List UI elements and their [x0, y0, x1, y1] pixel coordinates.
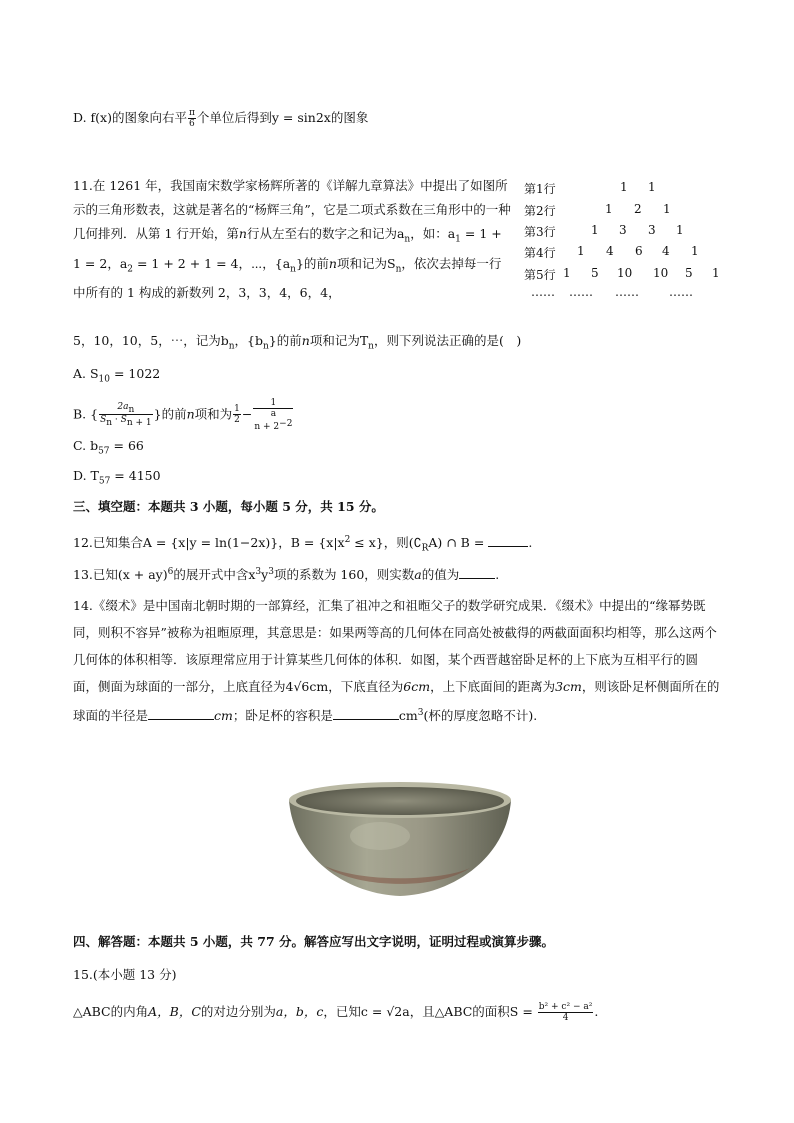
q13-sup6: 6 — [167, 567, 174, 577]
q14-volume-blank[interactable] — [333, 707, 399, 720]
q11-p6: }的前 — [295, 255, 329, 271]
q13-mid: 的展开式中含x — [173, 567, 256, 583]
tri-num: 4 — [662, 244, 670, 258]
q15-area-frac — [538, 1002, 594, 1023]
q11-l3c: }的前 — [268, 333, 302, 348]
q15-sides: a，b，c — [275, 1004, 324, 1019]
q12 — [73, 530, 532, 559]
q11-p8: ，依次去掉每一行中所有的 1 构成的新数列 2，3，3，4，6，4， — [73, 255, 502, 300]
q14-t1: 14.《缀术》是中国南北朝时期的一部算经，汇集了祖冲之和祖暅父子的数学研究成果．《缀术》中提出的“缘幂势既同，则积不容异”被称为祖暅原理，其意思是：如果两等高的几何体在同高处被截得的两截面面积均相等，那么这两个几何体的体积相等．该原理常应用于计算某些几何体的体积．如图，某个西晋越窑卧足杯的上下底为互相平行的圆面，侧面为球面的一部分，上底直径为4 — [73, 598, 717, 694]
var-n3: n — [301, 333, 310, 348]
frac-sub: n — [128, 404, 135, 415]
frac-den-s2: S — [120, 415, 127, 426]
row-label-2: 第2行 — [524, 204, 556, 218]
frac-num: 1 — [253, 398, 293, 409]
q11-p4: = 1 + 1 = 2，a — [73, 226, 502, 271]
option-d-text: D. f(x)的图象向右平 — [73, 110, 187, 125]
q15-pre: △ABC的内角 — [73, 1004, 149, 1019]
sub-n5: n — [263, 341, 269, 352]
q14-t4: ，上下底面间的距离为 — [430, 679, 556, 694]
row-label-5: 第5行 — [524, 268, 556, 282]
sub-n2: n — [290, 264, 296, 274]
q15-mid2: ，已知c = — [323, 1004, 387, 1019]
bowl-image — [285, 776, 515, 906]
q14-t3: 6cm — [403, 679, 431, 694]
tri-num: 1 — [563, 266, 571, 280]
q11-option-d — [73, 466, 161, 492]
sub-2: 2 — [127, 264, 134, 274]
opt-b-frac3 — [253, 398, 293, 432]
q14-t6: ，则该卧足杯侧面所在的球面的半径是 — [73, 679, 720, 724]
tri-dots: …… — [569, 285, 593, 299]
tri-num: 5 — [685, 266, 693, 280]
tri-dots: …… — [669, 285, 693, 299]
tri-num: 5 — [591, 266, 599, 280]
opt-c-sub: 57 — [98, 446, 110, 457]
tri-num: 1 — [605, 202, 613, 216]
tri-num: 2 — [634, 202, 642, 216]
tri-num: 10 — [617, 266, 633, 280]
frac-num: 1 — [234, 404, 240, 415]
q13-y: y — [261, 567, 269, 583]
q15-sqrt: √2 — [386, 1004, 403, 1019]
q14-t7: cm — [214, 708, 233, 724]
opt-b-post: 项和为 — [194, 406, 233, 422]
opt-d-val: = 4150 — [110, 468, 161, 483]
q11-p7: 项和记为S — [336, 255, 396, 271]
q11-p1: 11.在 1261 年，我国南宋数学家杨辉所著的《详解九章算法》中提出了如图所示的三角形数表，这就是著名的“杨辉三角”，它是二项式系数在三角形中的一种几何排列．从第 1 行开始，第 — [73, 178, 511, 241]
q11-p5: = 1 + 2 + 1 = 4，⋯，{a — [133, 255, 291, 271]
q14-t9: cm — [398, 708, 418, 724]
tri-num: 1 — [577, 244, 585, 258]
opt-b-pre: B. { — [73, 406, 99, 422]
q14-t5: 3cm — [555, 679, 582, 694]
frac-den: 2 — [234, 415, 240, 426]
frac-den-s1: S — [100, 415, 107, 426]
sub-n: n — [404, 234, 411, 245]
q14-sqrt: √6 — [293, 679, 310, 694]
q13-sup3b: 3 — [268, 567, 274, 577]
opt-b-frac2 — [233, 404, 241, 425]
pi-over-6 — [188, 108, 196, 129]
opt-a-sub: 10 — [98, 374, 110, 385]
q11-l3b: ，{b — [234, 333, 263, 348]
var-n: n — [238, 226, 247, 241]
q13-answer-blank[interactable] — [459, 566, 495, 579]
q11-option-c — [73, 436, 144, 462]
frac-den: a $_{n + 2}$−2 — [254, 409, 293, 432]
opt-c-label: C. b — [73, 438, 99, 453]
minus: − — [241, 406, 253, 422]
q13-post: 项的系数为 160，则实数 — [273, 567, 415, 583]
q13-dot: . — [495, 567, 500, 583]
frac-num — [99, 402, 153, 416]
sub-n3: n — [395, 264, 402, 274]
tri-dots: …… — [615, 285, 639, 299]
tri-num: 1 — [691, 244, 699, 258]
q14-sup3: 3 — [417, 708, 424, 718]
sub-n6: n — [368, 341, 374, 352]
opt-b-frac1 — [99, 402, 153, 429]
frac-den-a: a — [270, 409, 277, 419]
frac-sub2: n — [106, 418, 113, 429]
row-label-1: 第1行 — [524, 182, 556, 196]
tri-dots: …… — [531, 285, 555, 299]
frac-den: 6 — [189, 119, 195, 129]
opt-a-label: A. S — [73, 366, 99, 381]
frac-den: 4 — [562, 1013, 569, 1023]
frac-num-text: 2a — [117, 401, 129, 412]
q12-pre: 12.已知集合A = {x|y = ln(1−2x)}，B = {x|x — [73, 535, 345, 551]
q11-l3e: ，则下列说法正确的是( ) — [373, 333, 522, 348]
q15-mid3: ，且△ABC的面积S = — [409, 1004, 537, 1019]
q14 — [73, 592, 721, 729]
frac-num: π — [188, 108, 195, 118]
q11-p3: ，如：a — [410, 226, 456, 241]
tri-num: 1 — [620, 180, 628, 194]
q12-sup: 2 — [344, 535, 351, 545]
opt-b-mid: }的前 — [153, 406, 187, 422]
q11-option-a — [73, 364, 160, 390]
q13-sup3a: 3 — [255, 567, 262, 577]
opt-d-sub: 57 — [98, 476, 111, 487]
q15-mid: 的对边分别为 — [200, 1004, 276, 1019]
var-n4: n — [186, 406, 195, 422]
q14-t10: (杯的厚度忽略不计). — [423, 708, 538, 724]
section-3-heading: 三、填空题：本题共 3 小题，每小题 5 分，共 15 分。 — [73, 499, 384, 514]
q13-pre: 13.已知(x + ay) — [73, 567, 168, 583]
tri-num: 10 — [653, 266, 669, 280]
q14-t2: cm，下底直径为 — [309, 679, 404, 694]
q15-a: a — [402, 1004, 410, 1019]
opt-d-label: D. T — [73, 468, 99, 483]
tri-num: 1 — [591, 223, 599, 237]
tri-num: 1 — [712, 266, 720, 280]
q12-answer-blank[interactable] — [488, 534, 528, 547]
tri-num: 4 — [606, 244, 614, 258]
q11-p2: 行从左至右的数字之和记为a — [246, 226, 405, 241]
q12-sub: R — [421, 543, 429, 554]
q15-angles: A，B，C — [148, 1004, 201, 1019]
frac-num: b² + c² − a² — [538, 1002, 593, 1012]
frac-sub: n + 2 — [254, 421, 280, 432]
q14-radius-blank[interactable] — [148, 707, 214, 720]
q14-t8: ；卧足杯的容积是 — [232, 708, 333, 724]
opt-a-val: = 1022 — [110, 366, 161, 381]
q13 — [73, 562, 499, 585]
row-label-4: 第4行 — [524, 246, 556, 260]
q12-post: A) ∩ B = — [428, 535, 485, 551]
q12-mid: ≤ x}，则(∁ — [350, 535, 422, 551]
q11-option-b — [73, 398, 294, 432]
section-4-heading: 四、解答题：本题共 5 小题，共 77 分。解答应写出文字说明，证明过程或演算步骤。 — [73, 934, 555, 949]
q13-end: 的值为 — [421, 567, 460, 583]
var-a: a — [414, 567, 422, 583]
var-n2: n — [328, 255, 337, 271]
q15-text — [73, 1000, 598, 1024]
row-label-3: 第3行 — [524, 225, 556, 239]
q11-line3 — [73, 331, 521, 357]
q12-end: . — [528, 535, 533, 551]
opt-c-val: = 66 — [109, 438, 144, 453]
tri-num: 6 — [635, 244, 643, 258]
q11-text — [73, 174, 513, 305]
q11-l3d: 项和记为T — [309, 333, 369, 348]
frac-sub3: n + 1 — [126, 418, 152, 429]
tri-num: 1 — [648, 180, 656, 194]
q15-end: . — [594, 1004, 599, 1019]
tri-num: 3 — [648, 223, 656, 237]
frac-den: $S_n \cdot S_{n + 1}$ — [100, 415, 152, 429]
sub-1: 1 — [455, 234, 461, 245]
option-d-prev — [73, 108, 368, 129]
q15-heading: 15.(本小题 13 分) — [73, 967, 177, 982]
tri-num: 1 — [663, 202, 671, 216]
tri-num: 1 — [676, 223, 684, 237]
sub-n4: n — [228, 341, 235, 352]
option-d-suffix: 个单位后得到y = sin2x的图象 — [196, 110, 369, 125]
q11-l3a: 5，10，10，5，⋯，记为b — [73, 333, 229, 348]
tri-num: 3 — [619, 223, 627, 237]
